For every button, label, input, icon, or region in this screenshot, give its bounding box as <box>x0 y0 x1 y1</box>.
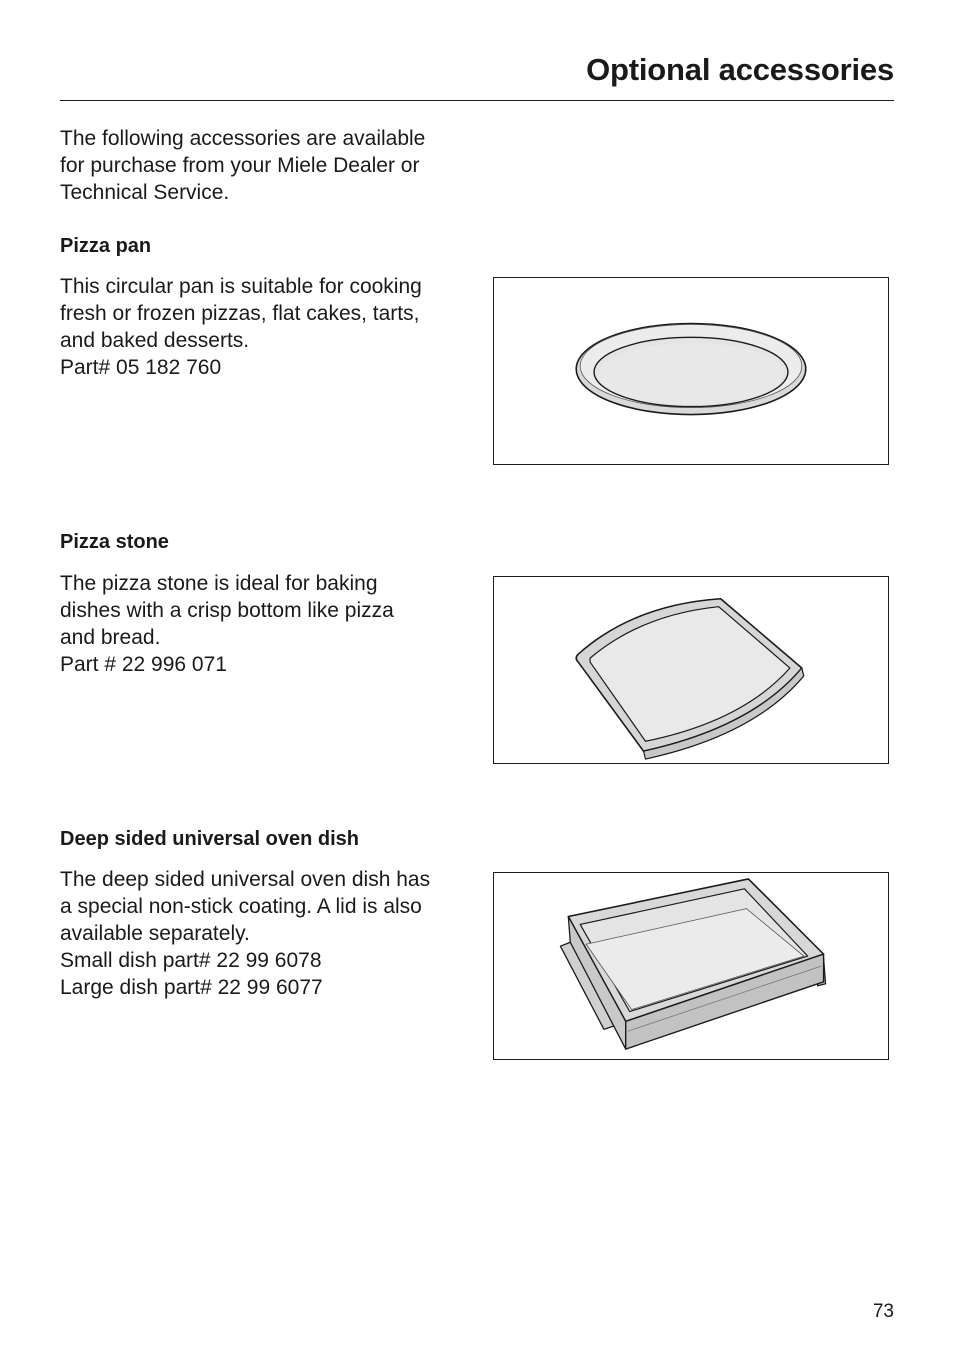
oven-dish-heading: Deep sided universal oven dish <box>60 828 359 850</box>
description-line: dishes with a crisp bottom like pizza <box>60 599 394 622</box>
pizza-pan-illustration <box>494 278 888 464</box>
description-line: available separately. <box>60 922 250 945</box>
pizza-pan-heading: Pizza pan <box>60 235 152 257</box>
intro-line: for purchase from your Miele Dealer or <box>60 154 420 177</box>
oven-dish-description <box>60 866 480 1001</box>
intro-line: Technical Service. <box>60 181 230 204</box>
description-line: and baked desserts. <box>60 329 250 352</box>
pizza-pan-figure <box>493 277 889 465</box>
part-number: Part # 22 996 071 <box>60 653 227 676</box>
pizza-pan-description <box>60 273 480 381</box>
oven-dish-illustration <box>494 873 888 1059</box>
part-number: Large dish part# 22 99 6077 <box>60 976 323 999</box>
page-number: 73 <box>872 1301 894 1322</box>
pizza-stone-description <box>60 570 480 678</box>
intro-line: The following accessories are available <box>60 127 426 150</box>
page-title: Optional accessories <box>586 52 894 87</box>
pizza-stone-heading: Pizza stone <box>60 531 169 553</box>
title-divider <box>60 100 894 101</box>
description-line: The deep sided universal oven dish has <box>60 868 431 891</box>
description-line: The pizza stone is ideal for baking <box>60 572 378 595</box>
description-line: fresh or frozen pizzas, flat cakes, tarts, <box>60 302 420 325</box>
intro-paragraph <box>60 125 480 206</box>
part-number: Part# 05 182 760 <box>60 356 222 379</box>
description-line: This circular pan is suitable for cooking <box>60 275 422 298</box>
pizza-stone-figure <box>493 576 889 764</box>
description-line: a special non-stick coating. A lid is also <box>60 895 422 918</box>
description-line: and bread. <box>60 626 161 649</box>
oven-dish-figure <box>493 872 889 1060</box>
pizza-stone-illustration <box>494 577 888 763</box>
part-number: Small dish part# 22 99 6078 <box>60 949 322 972</box>
